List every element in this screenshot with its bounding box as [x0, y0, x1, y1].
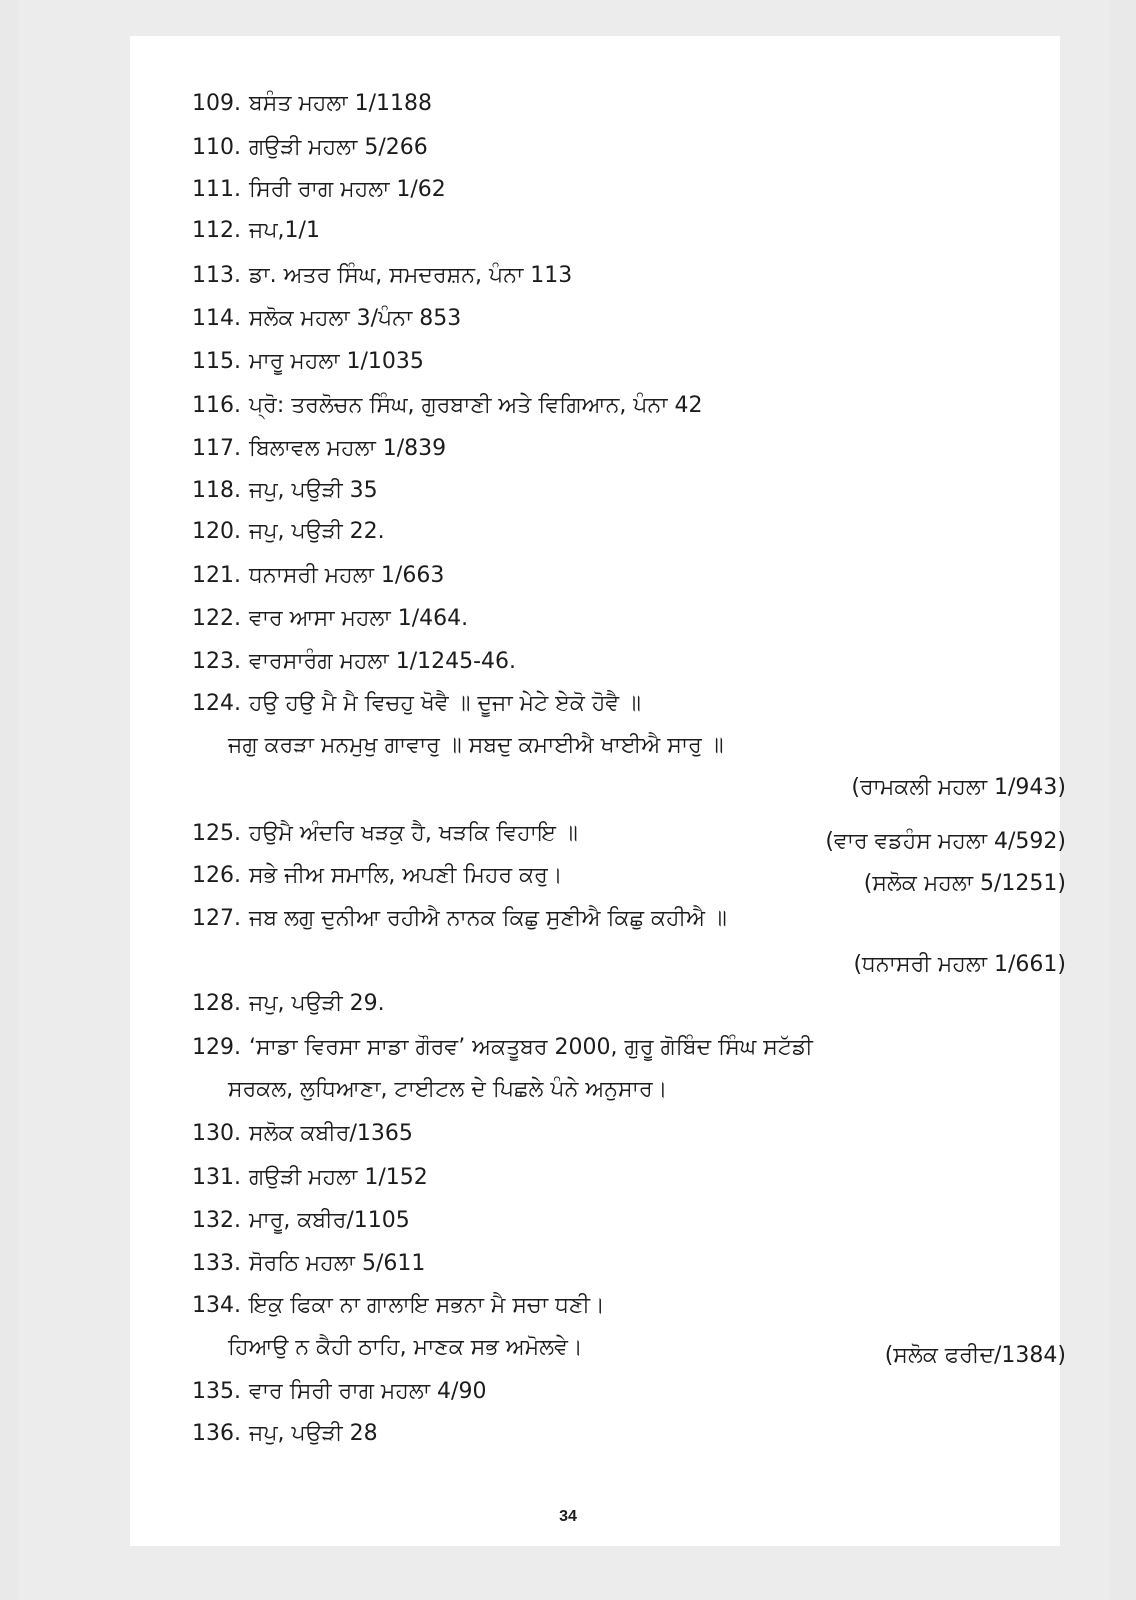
reference-item — [192, 1420, 1066, 1448]
reference-item — [192, 1378, 1066, 1406]
reference-text: ਮਾਰੂ ਮਹਲਾ 1/1035 — [248, 349, 424, 374]
reference-text: ਸਲੋਕ ਮਹਲਾ 3/ਪੰਨਾ 853 — [248, 306, 462, 331]
reference-item — [192, 176, 1066, 204]
reference-text: ਵਾਰਸਾਰੰਗ ਮਹਲਾ 1/1245-46. — [248, 649, 517, 674]
reference-text-line2: ਜਗੁ ਕਰੜਾ ਮਨਮੁਖੁ ਗਾਵਾਰੁ ॥ ਸਬਦੁ ਕਮਾਈਐ ਖਾਈਐ ਸਾਰੁ ॥ — [228, 733, 724, 758]
reference-text: ਵਾਰ ਸਿਰੀ ਰਾਗ ਮਹਲਾ 4/90 — [248, 1379, 487, 1404]
reference-number: 130. — [192, 1121, 241, 1146]
reference-citation: (ਰਾਮਕਲੀ ਮਹਲਾ 1/943) — [851, 775, 1066, 800]
reference-text: ਇਕੁ ਫਿਕਾ ਨਾ ਗਾਲਾਇ ਸਭਨਾ ਮੈ ਸਚਾ ਧਣੀ। — [248, 1293, 605, 1318]
reference-citation: (ਸਲੋਕ ਫਰੀਦ/1384) — [884, 1343, 1066, 1368]
reference-number: 133. — [192, 1251, 241, 1276]
reference-text: ਸਭੇ ਜੀਅ ਸਮਾਲਿ, ਅਪਣੀ ਮਿਹਰ ਕਰੁ। — [248, 863, 563, 888]
reference-item — [192, 262, 1066, 290]
reference-number: 112. — [192, 218, 241, 243]
reference-text: ਸਲੋਕ ਕਬੀਰ/1365 — [248, 1121, 413, 1146]
reference-item — [192, 1034, 1066, 1104]
reference-text-line2: ਸਰਕਲ, ਲੁਧਿਆਣਾ, ਟਾਈਟਲ ਦੇ ਪਿਛਲੇ ਪੰਨੇ ਅਨੁਸਾਰ। — [228, 1077, 668, 1102]
reference-citation: (ਧਨਾਸਰੀ ਮਹਲਾ 1/661) — [853, 952, 1066, 977]
reference-number: 114. — [192, 306, 241, 331]
reference-text: ਗਉੜੀ ਮਹਲਾ 5/266 — [248, 135, 428, 160]
reference-text: ਬਿਲਾਵਲ ਮਹਲਾ 1/839 — [248, 436, 447, 461]
reference-text: ਮਾਰੂ, ਕਬੀਰ/1105 — [248, 1208, 410, 1233]
reference-text: ਸਿਰੀ ਰਾਗ ਮਹਲਾ 1/62 — [248, 177, 446, 202]
reference-text: ਹਉਮੈ ਅੰਦਰਿ ਖੜਕੁ ਹੈ, ਖੜਕਿ ਵਿਹਾਇ ॥ — [248, 821, 578, 846]
reference-item — [192, 1120, 1066, 1148]
page-number: 34 — [559, 1508, 577, 1525]
reference-text: ਧਨਾਸਰੀ ਮਹਲਾ 1/663 — [248, 563, 445, 588]
reference-item — [192, 990, 1066, 1018]
reference-text: ਜਪੁ, ਪਉੜੀ 35 — [248, 478, 378, 503]
reference-item — [192, 134, 1066, 162]
reference-number: 136. — [192, 1421, 241, 1446]
reference-text: ਜਪ,1/1 — [248, 218, 320, 243]
reference-text: ਹਉ ਹਉ ਮੈ ਮੈ ਵਿਚਹੁ ਖੋਵੈ ॥ ਦੂਜਾ ਮੇਟੇ ਏਕੋ ਹੋਵੈ ॥ — [248, 691, 641, 716]
reference-text: ਪ੍ਰੋ: ਤਰਲੋਚਨ ਸਿੰਘ, ਗੁਰਬਾਣੀ ਅਤੇ ਵਿਗਿਆਨ, ਪੰਨਾ 42 — [248, 393, 703, 418]
reference-number: 134. — [192, 1293, 241, 1318]
reference-item — [192, 648, 1066, 676]
reference-number: 132. — [192, 1208, 241, 1233]
reference-number: 128. — [192, 991, 241, 1016]
reference-item — [192, 518, 1066, 546]
reference-item — [192, 477, 1066, 505]
reference-text: ਸੋਰਠਿ ਮਹਲਾ 5/611 — [248, 1251, 426, 1276]
reference-number: 126. — [192, 863, 241, 888]
reference-number: 124. — [192, 691, 241, 716]
reference-text: ਵਾਰ ਆਸਾ ਮਹਲਾ 1/464. — [248, 606, 469, 631]
reference-number: 109. — [192, 91, 241, 116]
reference-number: 135. — [192, 1379, 241, 1404]
reference-number: 125. — [192, 821, 241, 846]
reference-number: 121. — [192, 563, 241, 588]
reference-text: ਜਪੁ, ਪਉੜੀ 28 — [248, 1421, 378, 1446]
reference-item — [192, 1164, 1066, 1192]
reference-number: 129. — [192, 1035, 241, 1060]
reference-text-line2: ਹਿਆਉ ਨ ਕੈਹੀ ਠਾਹਿ, ਮਾਣਕ ਸਭ ਅਮੋਲਵੇ। — [228, 1335, 583, 1360]
reference-item — [192, 1292, 1066, 1368]
reference-number: 115. — [192, 349, 241, 374]
reference-number: 127. — [192, 906, 241, 931]
reference-number: 110. — [192, 135, 241, 160]
reference-item — [192, 392, 1066, 420]
reference-number: 113. — [192, 263, 241, 288]
reference-item — [192, 1207, 1066, 1235]
reference-item — [192, 348, 1066, 376]
reference-number: 120. — [192, 519, 241, 544]
reference-item — [192, 1250, 1066, 1278]
reference-text: ਗਉੜੀ ਮਹਲਾ 1/152 — [248, 1165, 428, 1190]
reference-text: ‘ਸਾਡਾ ਵਿਰਸਾ ਸਾਡਾ ਗੌਰਵ’ ਅਕਤੂਬਰ 2000, ਗੁਰੂ ਗੋਬਿੰਦ ਸਿੰਘ ਸਟੱਡੀ — [248, 1035, 813, 1060]
reference-number: 118. — [192, 478, 241, 503]
reference-item — [192, 562, 1066, 590]
reference-citation: (ਵਾਰ ਵਡਹੰਸ ਮਹਲਾ 4/592) — [825, 829, 1066, 854]
reference-item — [192, 690, 1066, 802]
reference-text: ਜਪੁ, ਪਉੜੀ 29. — [248, 991, 385, 1016]
reference-item — [192, 605, 1066, 633]
reference-text: ਬਸੰਤ ਮਹਲਾ 1/1188 — [248, 91, 432, 116]
reference-item — [192, 820, 1066, 854]
reference-number: 123. — [192, 649, 241, 674]
reference-item — [192, 305, 1066, 333]
reference-number: 117. — [192, 436, 241, 461]
reference-item — [192, 217, 1066, 245]
reference-item — [192, 862, 1066, 896]
reference-number: 111. — [192, 177, 241, 202]
reference-item — [192, 905, 1066, 979]
reference-number: 116. — [192, 393, 241, 418]
reference-number: 122. — [192, 606, 241, 631]
reference-text: ਜਪੁ, ਪਉੜੀ 22. — [248, 519, 385, 544]
reference-item — [192, 90, 1066, 118]
reference-number: 131. — [192, 1165, 241, 1190]
reference-text: ਜਬ ਲਗੁ ਦੁਨੀਆ ਰਹੀਐ ਨਾਨਕ ਕਿਛੁ ਸੁਣੀਐ ਕਿਛੁ ਕਹੀਐ ॥ — [248, 906, 727, 931]
reference-text: ਡਾ. ਅਤਰ ਸਿੰਘ, ਸਮਦਰਸ਼ਨ, ਪੰਨਾ 113 — [248, 263, 573, 288]
reference-item — [192, 435, 1066, 463]
reference-citation: (ਸਲੋਕ ਮਹਲਾ 5/1251) — [863, 871, 1066, 896]
